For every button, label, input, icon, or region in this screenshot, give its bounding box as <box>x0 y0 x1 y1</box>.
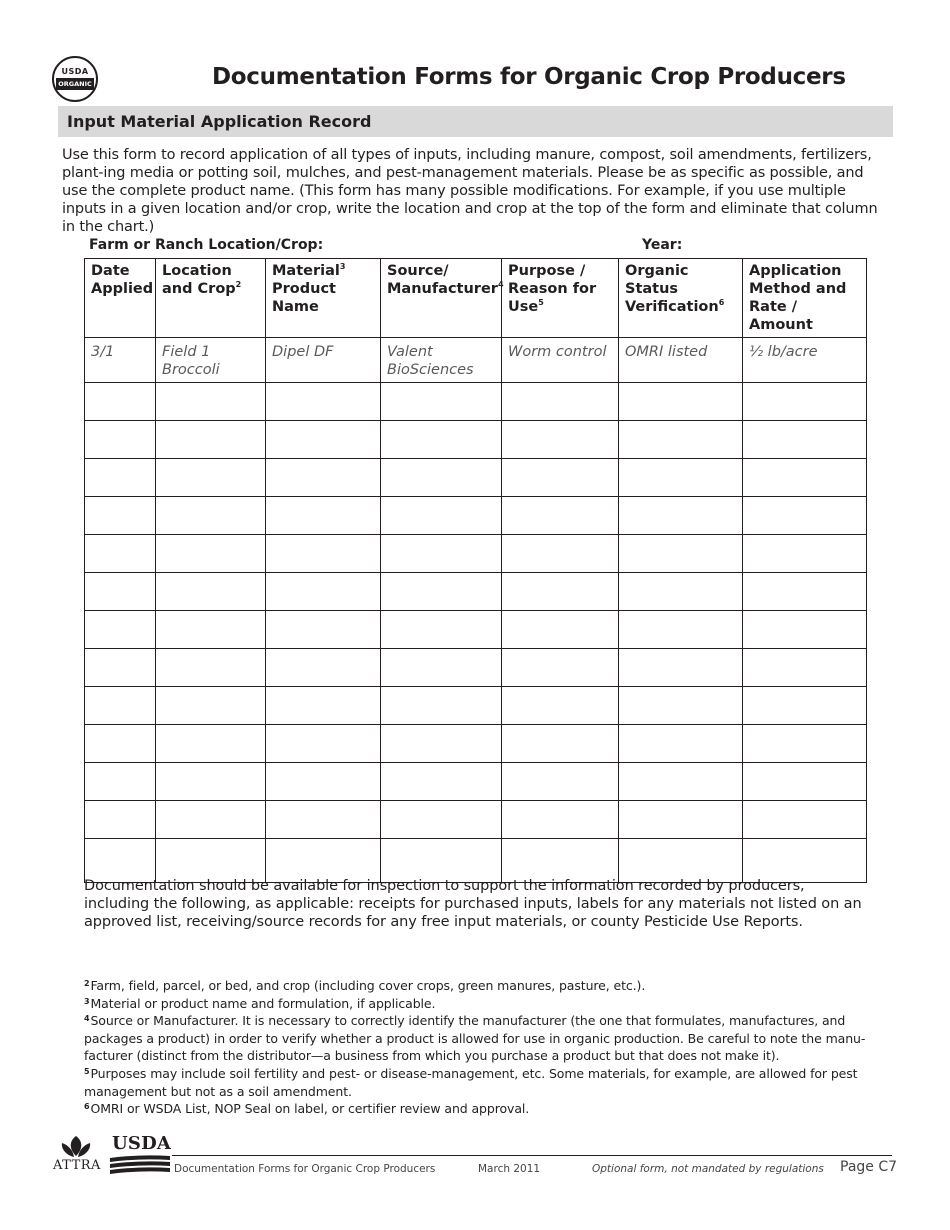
footnote-text: OMRI or WSDA List, NOP Seal on label, or certifier review and approval. <box>90 1101 530 1117</box>
entry-cell[interactable] <box>381 687 502 725</box>
entry-cell[interactable] <box>502 383 619 421</box>
col-header-line: and Crop <box>162 281 236 297</box>
footnote-text: Source or Manufacturer. It is necessary to correctly identify the manufacturer (the one that formulates, manufactures, and packages a product) in order to verify whether a product is allowed for use in organic production. Be careful to note the manu-facturer (distinct from the distributor—a business from which you purchase a product but that does not make it). <box>84 1013 866 1064</box>
entry-cell[interactable] <box>85 687 156 725</box>
entry-cell[interactable] <box>381 421 502 459</box>
col-header-line: Use <box>508 299 539 315</box>
footnote-number: 2 <box>84 979 90 988</box>
footnote-ref: 2 <box>235 280 242 289</box>
entry-cell[interactable] <box>502 839 619 883</box>
entry-cell[interactable] <box>381 535 502 573</box>
entry-cell[interactable] <box>156 459 266 497</box>
footnote-text: Farm, field, parcel, or bed, and crop (including cover crops, green manures, pasture, etc.). <box>90 978 646 993</box>
entry-cell[interactable] <box>619 497 743 535</box>
entry-cell[interactable] <box>502 611 619 649</box>
entry-cell[interactable] <box>502 763 619 801</box>
col-header-line: Organic Status <box>625 263 689 297</box>
col-header-line: Location <box>162 263 232 279</box>
col-application-method <box>743 259 867 338</box>
entry-cell[interactable] <box>266 535 381 573</box>
cell-location <box>156 338 266 383</box>
footnote-text: Material or product name and formulation, if applicable. <box>90 995 436 1011</box>
page-title: Documentation Forms for Organic Crop Producers <box>212 64 846 90</box>
entry-cell[interactable] <box>381 839 502 883</box>
col-material <box>266 259 381 338</box>
entry-cell[interactable] <box>156 383 266 421</box>
entry-cell[interactable] <box>619 573 743 611</box>
entry-cell[interactable] <box>266 459 381 497</box>
entry-cell[interactable] <box>85 421 156 459</box>
footnote-ref: 3 <box>339 262 346 271</box>
footer-rule <box>172 1155 892 1156</box>
entry-cell[interactable] <box>85 801 156 839</box>
seal-top-text: USDA <box>61 67 89 76</box>
entry-cell[interactable] <box>743 725 867 763</box>
col-header-line: Material <box>272 263 340 279</box>
entry-cell[interactable] <box>743 497 867 535</box>
footnote-number: 5 <box>84 1066 90 1076</box>
entry-cell[interactable] <box>381 763 502 801</box>
footnote-ref: 4 <box>497 280 504 289</box>
entry-cell[interactable] <box>156 535 266 573</box>
entry-cell[interactable] <box>502 497 619 535</box>
entry-cell[interactable] <box>156 687 266 725</box>
entry-cell[interactable] <box>619 763 743 801</box>
table-row <box>85 383 867 421</box>
farm-location-label: Farm or Ranch Location/Crop: <box>89 237 324 253</box>
entry-cell[interactable] <box>156 801 266 839</box>
col-header-line: Method and <box>749 281 847 297</box>
section-heading: Input Material Application Record <box>58 106 893 137</box>
example-row <box>85 338 867 383</box>
entry-cell[interactable] <box>619 421 743 459</box>
entry-cell[interactable] <box>502 687 619 725</box>
usda-hills-icon <box>110 1154 170 1174</box>
table-row <box>85 801 867 839</box>
entry-cell[interactable] <box>743 383 867 421</box>
entry-cell[interactable] <box>156 725 266 763</box>
cell-text: Field 1 <box>162 344 211 360</box>
entry-cell[interactable] <box>619 687 743 725</box>
entry-cell[interactable] <box>156 763 266 801</box>
entry-cell[interactable] <box>743 649 867 687</box>
seal-band-text: ORGANIC <box>56 78 94 90</box>
entry-cell[interactable] <box>619 383 743 421</box>
entry-cell[interactable] <box>619 725 743 763</box>
col-date-applied <box>85 259 156 338</box>
entry-cell[interactable] <box>156 421 266 459</box>
entry-cell[interactable] <box>85 573 156 611</box>
entry-cell[interactable] <box>502 421 619 459</box>
entry-cell[interactable] <box>619 649 743 687</box>
entry-cell[interactable] <box>266 839 381 883</box>
cell-status: OMRI listed <box>619 338 743 383</box>
footnote-ref: 5 <box>538 298 544 307</box>
cell-rate: ½ lb/acre <box>743 338 867 383</box>
entry-cell[interactable] <box>85 459 156 497</box>
col-header-line: Date <box>91 263 130 279</box>
col-purpose <box>502 259 619 338</box>
entry-cell[interactable] <box>156 649 266 687</box>
col-header-line: Applied <box>91 281 154 297</box>
cell-text: Broccoli <box>162 362 220 378</box>
page-number: Page C7 <box>840 1159 898 1175</box>
table-row <box>85 421 867 459</box>
entry-cell[interactable] <box>381 383 502 421</box>
entry-cell[interactable] <box>156 497 266 535</box>
year-label: Year: <box>642 237 683 253</box>
attra-logo-text: ATTRA <box>53 1158 101 1173</box>
entry-cell[interactable] <box>381 801 502 839</box>
entry-cell[interactable] <box>619 535 743 573</box>
footer-date: March 2011 <box>478 1163 541 1175</box>
entry-cell[interactable] <box>619 459 743 497</box>
entry-cell[interactable] <box>266 573 381 611</box>
table-row <box>85 573 867 611</box>
footnotes <box>84 977 874 1118</box>
col-header-line: Product <box>272 281 336 297</box>
col-organic-status <box>619 259 743 338</box>
entry-cell[interactable] <box>266 687 381 725</box>
footnote-ref: 6 <box>718 298 725 307</box>
table-row <box>85 839 867 883</box>
entry-cell[interactable] <box>743 573 867 611</box>
entry-cell[interactable] <box>85 611 156 649</box>
entry-cell[interactable] <box>502 535 619 573</box>
footnote-number: 4 <box>84 1014 90 1024</box>
entry-cell[interactable] <box>266 611 381 649</box>
footer-document-title: Documentation Forms for Organic Crop Producers <box>174 1163 436 1175</box>
entry-cell[interactable] <box>156 839 266 883</box>
footnote <box>84 995 874 1013</box>
usda-logo-text: USDA <box>112 1133 172 1154</box>
entry-cell[interactable] <box>381 573 502 611</box>
table-row <box>85 459 867 497</box>
cell-purpose: Worm control <box>502 338 619 383</box>
entry-cell[interactable] <box>743 611 867 649</box>
entry-cell[interactable] <box>266 725 381 763</box>
table-row <box>85 535 867 573</box>
entry-cell[interactable] <box>85 725 156 763</box>
entry-cell[interactable] <box>381 497 502 535</box>
footnote-text: Purposes may include soil fertility and pest- or disease-management, etc. Some materials, for example, are allowed for pest management but not as a soil amendment. <box>84 1065 858 1099</box>
intro-paragraph: Use this form to record application of all types of inputs, including manure, compost, soil amendments, fertilizers, plant-ing media or potting soil, mulches, and pest-management materials. Please be as specific as possible, and use the complete product name. (This form has many possible modifications. For example, if you use multiple inputs in a given location and/or crop, write the location and crop at the top of the form and eliminate that column in the chart.) <box>62 147 878 235</box>
table-row <box>85 611 867 649</box>
entry-cell[interactable] <box>381 611 502 649</box>
col-header-line: Reason for <box>508 281 597 297</box>
entry-cell[interactable] <box>743 687 867 725</box>
entry-cell[interactable] <box>85 649 156 687</box>
entry-cell[interactable] <box>266 763 381 801</box>
entry-cell[interactable] <box>502 649 619 687</box>
entry-cell[interactable] <box>619 611 743 649</box>
entry-cell[interactable] <box>743 535 867 573</box>
entry-cell[interactable] <box>381 725 502 763</box>
entry-cell[interactable] <box>743 421 867 459</box>
table-row <box>85 725 867 763</box>
entry-cell[interactable] <box>502 459 619 497</box>
entry-cell[interactable] <box>502 725 619 763</box>
footnote-number: 6 <box>84 1102 90 1112</box>
col-header-line: Verification <box>625 299 719 315</box>
col-header-line: Purpose / <box>508 263 586 279</box>
cell-source <box>381 338 502 383</box>
table-row <box>85 649 867 687</box>
entry-cell[interactable] <box>85 535 156 573</box>
entry-cell[interactable] <box>381 459 502 497</box>
cell-material: Dipel DF <box>266 338 381 383</box>
entry-cell[interactable] <box>266 421 381 459</box>
col-location-crop <box>156 259 266 338</box>
entry-cell[interactable] <box>85 497 156 535</box>
entry-cell[interactable] <box>743 459 867 497</box>
footnote <box>84 977 874 995</box>
entry-cell[interactable] <box>266 801 381 839</box>
usda-organic-seal-icon <box>52 56 98 102</box>
cell-text: Valent <box>387 344 433 360</box>
footnote <box>84 1100 874 1118</box>
cell-date: 3/1 <box>85 338 156 383</box>
col-header-line: Manufacturer <box>387 281 498 297</box>
entry-cell[interactable] <box>156 611 266 649</box>
entry-cell[interactable] <box>502 573 619 611</box>
cell-text: BioSciences <box>387 362 474 378</box>
entry-cell[interactable] <box>266 383 381 421</box>
footnote <box>84 1012 874 1065</box>
entry-cell[interactable] <box>85 763 156 801</box>
closing-paragraph: Documentation should be available for inspection to support the information recorded by producers, including the following, as applicable: receipts for purchased inputs, labels for any materials not listed on an approved list, receiving/source records for any free input materials, or county Pesticide Use Reports. <box>84 878 862 930</box>
entry-cell[interactable] <box>156 573 266 611</box>
col-header-line: Rate / Amount <box>749 299 813 333</box>
entry-cell[interactable] <box>85 839 156 883</box>
col-header-line: Application <box>749 263 842 279</box>
col-header-line: Source/ <box>387 263 449 279</box>
entry-cell[interactable] <box>743 801 867 839</box>
col-header-line: Name <box>272 299 319 315</box>
entry-cell[interactable] <box>743 763 867 801</box>
table-row <box>85 497 867 535</box>
entry-cell[interactable] <box>502 801 619 839</box>
footnote-number: 3 <box>84 996 90 1006</box>
entry-cell[interactable] <box>85 383 156 421</box>
table-header-row <box>85 259 867 338</box>
entry-cell[interactable] <box>266 497 381 535</box>
entry-cell[interactable] <box>381 649 502 687</box>
application-record-table <box>84 258 867 883</box>
attra-leaf-icon <box>58 1134 94 1158</box>
entry-cell[interactable] <box>266 649 381 687</box>
entry-cell[interactable] <box>743 839 867 883</box>
table-row <box>85 763 867 801</box>
entry-cell[interactable] <box>619 801 743 839</box>
footnote <box>84 1065 874 1100</box>
table-row <box>85 687 867 725</box>
footer-optional-note: Optional form, not mandated by regulations <box>592 1163 824 1175</box>
entry-cell[interactable] <box>619 839 743 883</box>
col-source-manufacturer <box>381 259 502 338</box>
